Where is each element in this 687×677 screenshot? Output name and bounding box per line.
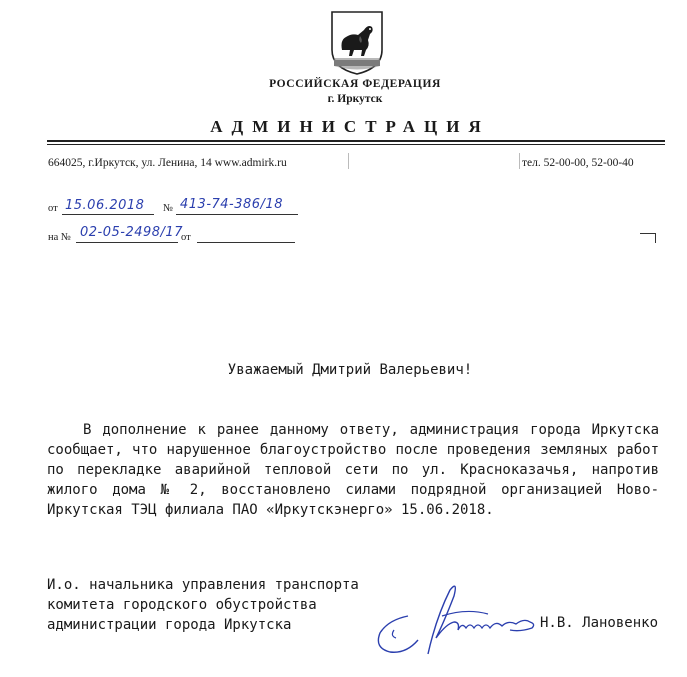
- number-underline: [176, 214, 298, 215]
- reply-from-label: от: [181, 232, 191, 243]
- from-label: от: [48, 203, 58, 214]
- organization-title: АДМИНИСТРАЦИЯ: [210, 117, 490, 136]
- reply-date-underline: [197, 242, 295, 243]
- signer-title-line: комитета городского обустройства: [47, 597, 317, 613]
- reply-label: на №: [48, 232, 71, 243]
- signer-title-line: администрации города Иркутска: [47, 617, 292, 633]
- salutation: Уважаемый Дмитрий Валерьевич!: [227, 362, 473, 378]
- coat-of-arms-icon: [330, 10, 384, 76]
- number-label: №: [163, 203, 174, 214]
- city-title: г. Иркутск: [327, 93, 383, 105]
- signer-name: Н.В. Лановенко: [540, 615, 659, 631]
- date-underline: [62, 214, 154, 215]
- header-rule-thick: [47, 140, 665, 142]
- signer-title: [47, 575, 359, 635]
- signer-title-line: И.о. начальника управления транспорта: [47, 577, 359, 593]
- handwritten-signature: [370, 578, 550, 663]
- header-rule-thin: [47, 144, 665, 145]
- address-block-corner: [640, 233, 656, 243]
- divider: [519, 153, 520, 169]
- phone-line: тел. 52-00-00, 52-00-40: [522, 157, 634, 169]
- letter-body-text: В дополнение к ранее данному ответу, администрация города Иркутска сообщает, что нарушенное благоустройство после проведения земляных работ по перекладке аварийной тепловой сети по ул. Красноказачья, напротив жилого дома № 2, восстановлено силами подрядной организацией Ново-Иркутская ТЭЦ филиала ПАО «Иркутскэнерго» 15.06.2018.: [47, 422, 659, 518]
- outgoing-number: 413-74-386/18: [180, 197, 283, 212]
- reply-number: 02-05-2498/17: [80, 225, 183, 240]
- address-line: 664025, г.Иркутск, ул. Ленина, 14 www.admirk.ru: [48, 157, 287, 169]
- divider: [348, 153, 349, 169]
- letter-body: [47, 420, 659, 520]
- reply-number-underline: [76, 242, 178, 243]
- country-title: РОССИЙСКАЯ ФЕДЕРАЦИЯ: [269, 78, 441, 90]
- outgoing-date: 15.06.2018: [65, 198, 145, 213]
